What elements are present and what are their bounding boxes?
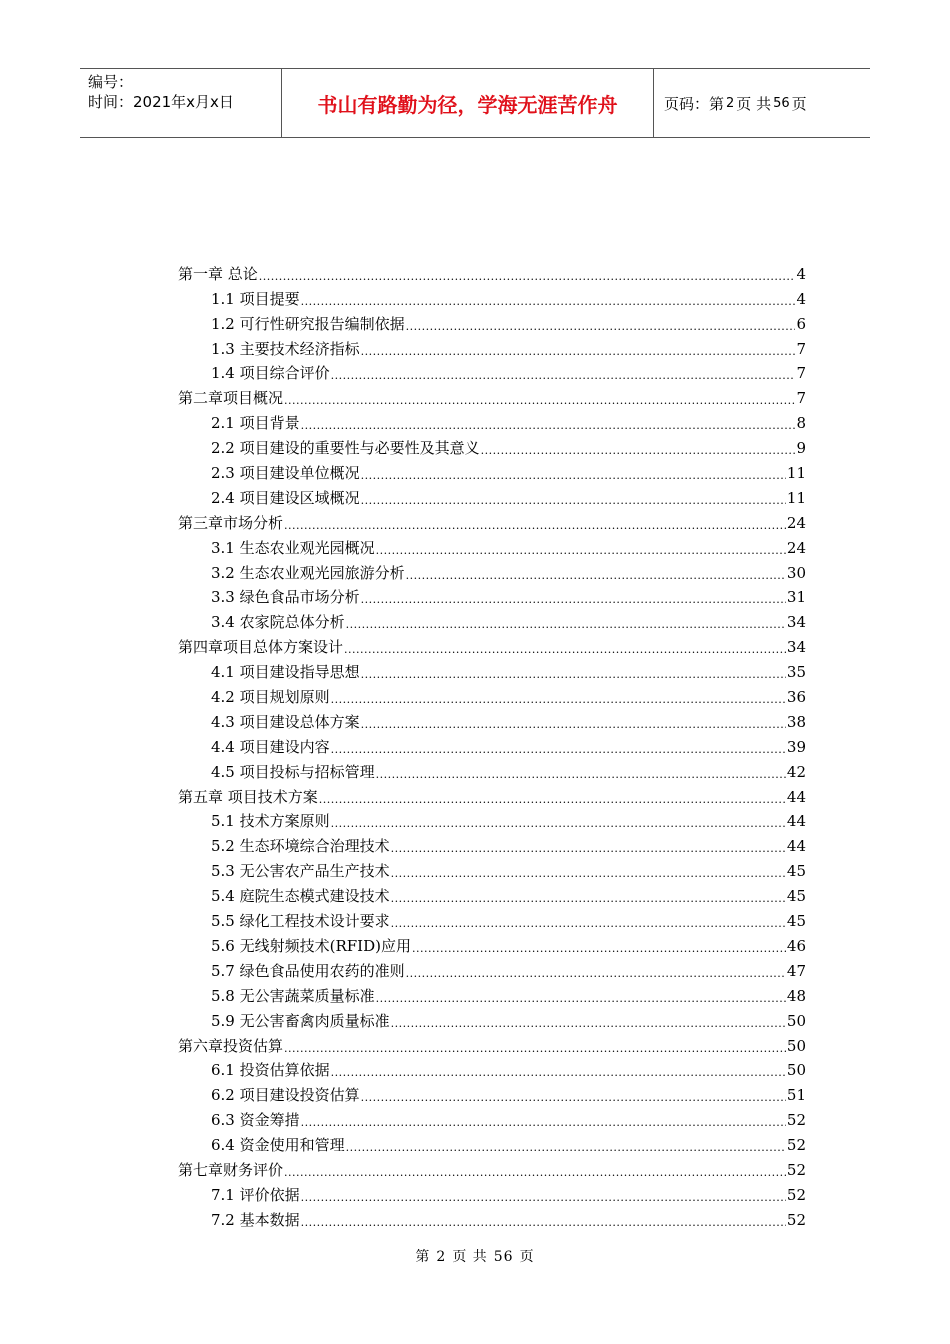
toc-entry-title: 第三章市场分析 [178,513,284,532]
toc-entry-title: 2.4 项目建设区域概况 [211,488,360,507]
toc-entry-title: 4.1 项目建设指导思想 [211,663,360,682]
toc-entry-title: 5.6 无线射频技术(RFID)应用 [211,936,411,955]
toc-entry-title: 5.3 无公害农产品生产技术 [211,862,390,881]
toc-section-entry[interactable] [178,931,806,956]
toc-section-entry[interactable] [178,408,806,433]
toc-dot-leader [406,563,786,583]
toc-dot-leader [376,538,786,558]
toc-entry-title: 4.4 项目建设内容 [211,737,330,756]
toc-entry-title: 4.2 项目规划原则 [211,688,330,707]
toc-entry-title: 5.9 无公害畜禽肉质量标准 [211,1011,390,1030]
toc-entry-page: 8 [796,414,806,433]
footer-prefix: 第 [415,1249,431,1265]
toc-dot-leader [412,936,786,956]
toc-chapter-entry[interactable] [178,508,806,533]
toc-chapter-entry[interactable] [178,632,806,657]
toc-entry-page: 9 [796,439,806,458]
toc-entry-title: 4.5 项目投标与招标管理 [211,762,375,781]
toc-section-entry[interactable] [178,1205,806,1230]
toc-entry-title: 1.3 主要技术经济指标 [211,339,360,358]
toc-dot-leader [376,762,786,782]
toc-chapter-entry[interactable] [178,383,806,408]
toc-entry-title: 5.7 绿色食品使用农药的准则 [211,961,405,980]
toc-entry-title: 6.2 项目建设投资估算 [211,1086,360,1105]
toc-entry-title: 7.2 基本数据 [211,1210,300,1229]
toc-entry-title: 5.2 生态环境综合治理技术 [211,837,390,856]
toc-entry-page: 31 [786,588,806,607]
toc-entry-page: 52 [786,1136,806,1155]
toc-section-entry[interactable] [178,583,806,608]
toc-chapter-entry[interactable] [178,782,806,807]
toc-entry-page: 36 [786,688,806,707]
toc-entry-page: 7 [796,364,806,383]
toc-entry-title: 6.3 资金筹措 [211,1111,300,1130]
toc-dot-leader [284,513,786,533]
toc-dot-leader [301,1210,786,1230]
header-page-info [654,69,870,137]
toc-section-entry[interactable] [178,483,806,508]
toc-section-entry[interactable] [178,906,806,931]
toc-dot-leader [301,289,796,309]
toc-entry-page: 11 [786,464,806,483]
toc-entry-title: 第四章项目总体方案设计 [178,638,344,657]
toc-entry-page: 6 [796,314,806,333]
toc-section-entry[interactable] [178,433,806,458]
toc-entry-page: 46 [786,936,806,955]
toc-section-entry[interactable] [178,1130,806,1155]
toc-dot-leader [376,986,786,1006]
toc-entry-title: 5.4 庭院生态模式建设技术 [211,887,390,906]
toc-section-entry[interactable] [178,1006,806,1031]
toc-section-entry[interactable] [178,284,806,309]
toc-section-entry[interactable] [178,1105,806,1130]
toc-dot-leader [391,886,786,906]
header-page-total: 56 [773,95,790,111]
toc-chapter-entry[interactable] [178,1031,806,1056]
toc-entry-title: 3.4 农家院总体分析 [211,613,345,632]
toc-entry-page: 51 [786,1086,806,1105]
toc-dot-leader [319,787,786,807]
header-page-mid: 页 共 [736,94,772,113]
toc-dot-leader [361,712,786,732]
toc-dot-leader [301,413,796,433]
toc-entry-page: 52 [786,1160,806,1179]
toc-entry-title: 2.3 项目建设单位概况 [211,464,360,483]
toc-section-entry[interactable] [178,831,806,856]
toc-section-entry[interactable] [178,707,806,732]
page-footer [0,1246,950,1266]
footer-mid: 页 共 [452,1249,488,1265]
toc-section-entry[interactable] [178,807,806,832]
toc-entry-page: 4 [796,289,806,308]
toc-entry-page: 50 [786,1036,806,1055]
header-motto: 书山有路勤为径，学海无涯苦作舟 [282,69,654,137]
toc-dot-leader [284,1160,786,1180]
toc-entry-title: 2.2 项目建设的重要性与必要性及其意义 [211,439,480,458]
toc-dot-leader [331,811,786,831]
toc-section-entry[interactable] [178,309,806,334]
footer-suffix: 页 [519,1249,535,1265]
header-page-prefix: 页码：第 [664,94,725,113]
toc-entry-title: 第七章财务评价 [178,1160,284,1179]
toc-entry-page: 4 [796,264,806,283]
document-number-label: 编号： [88,73,134,91]
page-header [80,68,870,138]
toc-entry-title: 1.2 可行性研究报告编制依据 [211,314,405,333]
toc-dot-leader [361,339,796,359]
toc-section-entry[interactable] [178,981,806,1006]
toc-entry-title: 2.1 项目背景 [211,414,300,433]
header-page-current: 2 [726,95,735,111]
header-page-suffix: 页 [791,94,807,113]
toc-entry-page: 38 [786,712,806,731]
document-time: 时间：2021年x月x日 [88,93,234,111]
toc-entry-title: 3.3 绿色食品市场分析 [211,588,360,607]
toc-dot-leader [391,911,786,931]
toc-entry-page: 50 [786,1011,806,1030]
toc-entry-title: 6.4 资金使用和管理 [211,1136,345,1155]
toc-entry-page: 52 [786,1185,806,1204]
toc-dot-leader [284,1036,786,1056]
toc-section-entry[interactable] [178,1180,806,1205]
toc-dot-leader [406,314,796,334]
toc-section-entry[interactable] [178,956,806,981]
toc-dot-leader [391,861,786,881]
toc-entry-title: 第六章投资估算 [178,1036,284,1055]
header-meta [80,69,282,137]
toc-dot-leader [361,662,786,682]
toc-entry-title: 5.1 技术方案原则 [211,812,330,831]
toc-dot-leader [391,1011,786,1031]
toc-entry-page: 48 [786,986,806,1005]
toc-dot-leader [259,264,796,284]
toc-entry-title: 3.1 生态农业观光园概况 [211,538,375,557]
toc-entry-page: 52 [786,1210,806,1229]
toc-entry-page: 34 [786,638,806,657]
toc-section-entry[interactable] [178,881,806,906]
toc-entry-title: 5.5 绿化工程技术设计要求 [211,912,390,931]
toc-dot-leader [284,388,795,408]
toc-entry-title: 4.3 项目建设总体方案 [211,712,360,731]
toc-entry-page: 52 [786,1111,806,1130]
toc-dot-leader [346,1135,786,1155]
toc-section-entry[interactable] [178,334,806,359]
toc-entry-title: 第一章 总论 [178,264,258,283]
toc-dot-leader [391,836,786,856]
toc-section-entry[interactable] [178,657,806,682]
toc-dot-leader [361,587,786,607]
toc-entry-page: 45 [786,887,806,906]
toc-section-entry[interactable] [178,1080,806,1105]
toc-entry-page: 50 [786,1061,806,1080]
toc-section-entry[interactable] [178,757,806,782]
toc-entry-page: 7 [796,339,806,358]
toc-entry-title: 5.8 无公害蔬菜质量标准 [211,986,375,1005]
footer-current: 2 [436,1249,447,1265]
toc-entry-page: 11 [786,488,806,507]
toc-entry-title: 6.1 投资估算依据 [211,1061,330,1080]
toc-entry-page: 35 [786,663,806,682]
toc-dot-leader [361,488,786,508]
toc-dot-leader [331,737,786,757]
toc-dot-leader [361,1085,786,1105]
toc-entry-page: 42 [786,762,806,781]
toc-entry-page: 45 [786,912,806,931]
toc-section-entry[interactable] [178,732,806,757]
toc-entry-title: 3.2 生态农业观光园旅游分析 [211,563,405,582]
toc-dot-leader [344,637,786,657]
toc-entry-page: 44 [786,787,806,806]
toc-section-entry[interactable] [178,359,806,384]
toc-dot-leader [331,363,796,383]
table-of-contents [178,259,806,1230]
toc-dot-leader [481,438,796,458]
toc-section-entry[interactable] [178,607,806,632]
toc-entry-page: 34 [786,613,806,632]
toc-entry-page: 44 [786,837,806,856]
toc-section-entry[interactable] [178,682,806,707]
toc-chapter-entry[interactable] [178,1155,806,1180]
toc-section-entry[interactable] [178,533,806,558]
toc-section-entry[interactable] [178,1056,806,1081]
toc-section-entry[interactable] [178,458,806,483]
toc-dot-leader [361,463,786,483]
toc-dot-leader [346,612,786,632]
toc-entry-page: 47 [786,961,806,980]
toc-entry-page: 39 [786,737,806,756]
toc-entry-page: 24 [786,538,806,557]
toc-entry-page: 30 [786,563,806,582]
toc-entry-page: 24 [786,513,806,532]
toc-entry-page: 45 [786,862,806,881]
toc-entry-page: 44 [786,812,806,831]
toc-entry-page: 7 [796,389,806,408]
toc-dot-leader [406,961,786,981]
toc-entry-title: 第五章 项目技术方案 [178,787,318,806]
toc-dot-leader [331,1060,786,1080]
toc-chapter-entry[interactable] [178,259,806,284]
toc-dot-leader [301,1185,786,1205]
footer-total: 56 [493,1249,514,1265]
toc-entry-title: 第二章项目概况 [178,389,284,408]
toc-dot-leader [301,1110,786,1130]
toc-section-entry[interactable] [178,558,806,583]
toc-entry-title: 7.1 评价依据 [211,1185,300,1204]
toc-dot-leader [331,687,786,707]
toc-entry-title: 1.4 项目综合评价 [211,364,330,383]
toc-section-entry[interactable] [178,856,806,881]
toc-entry-title: 1.1 项目提要 [211,289,300,308]
